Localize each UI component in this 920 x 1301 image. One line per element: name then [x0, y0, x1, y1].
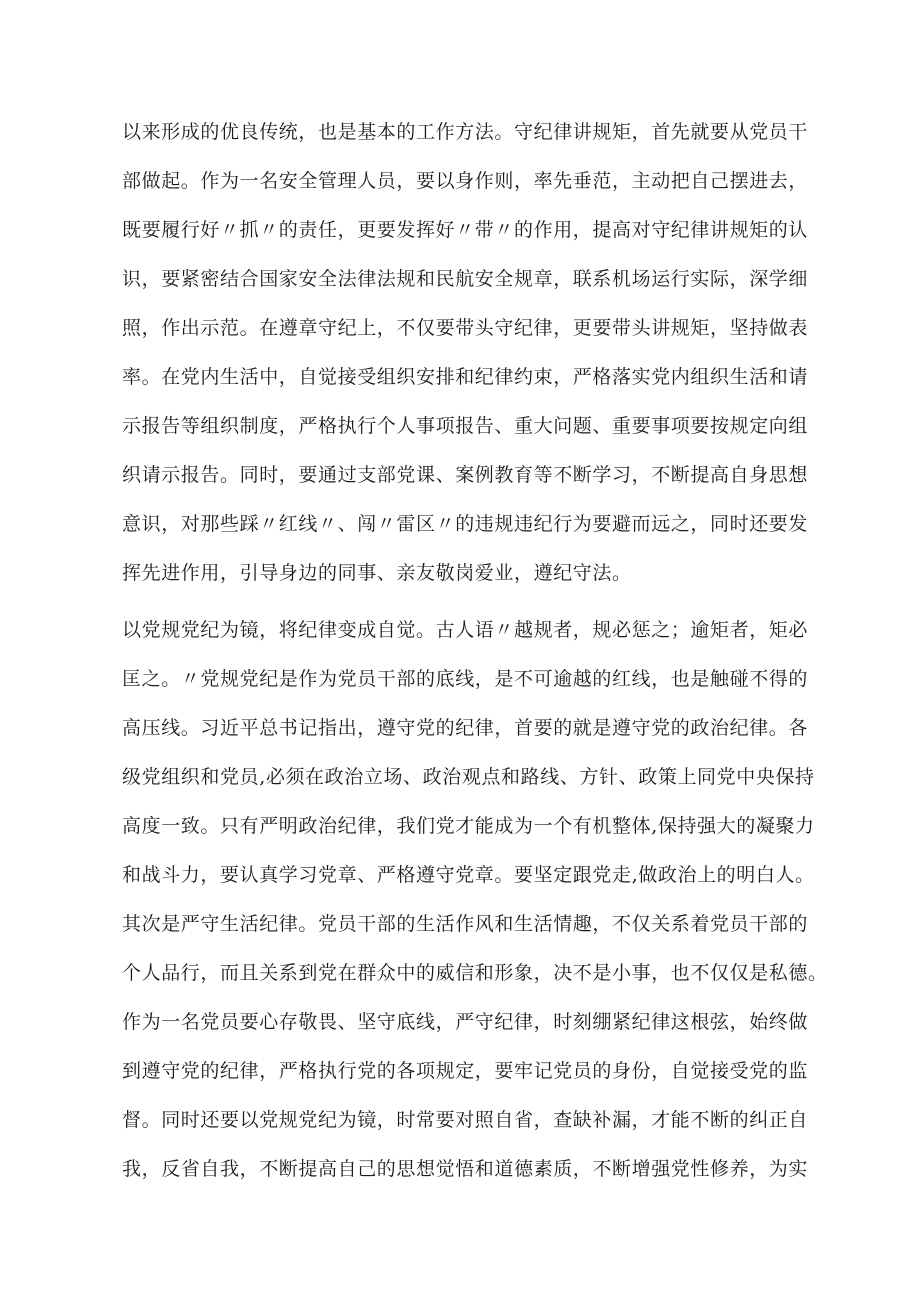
text-line: 督。同时还要以党规党纪为镜，时常要对照自省，查缺补漏，才能不断的纠正自 — [122, 1109, 809, 1131]
text-line: 意识，对那些踩〃红线〃、闯〃雷区〃的违规违纪行为要避而远之，同时还要发 — [122, 513, 809, 535]
text-line: 织请示报告。同时，要通过支部党课、案例教育等不断学习，不断提高自身思想 — [122, 464, 809, 486]
text-line: 以党规党纪为镜，将纪律变成自觉。古人语〃越规者，规必惩之；逾矩者，矩必 — [122, 619, 809, 641]
text-line: 我，反省自我，不断提高自己的思想觉悟和道德素质，不断增强党性修养，为实 — [122, 1158, 809, 1180]
text-line: 高度一致。只有严明政治纪律，我们党才能成为一个有机整体,保持强大的凝聚力 — [122, 815, 815, 837]
text-line: 个人品行，而且关系到党在群众中的威信和形象，决不是小事，也不仅仅是私德。 — [122, 962, 828, 984]
text-line: 识，要紧密结合国家安全法律法规和民航安全规章，联系机场运行实际，深学细 — [122, 268, 809, 290]
text-line: 作为一名党员要心存敬畏、坚守底线，严守纪律，时刻绷紧纪律这根弦，始终做 — [122, 1011, 809, 1033]
text-line: 示报告等组织制度，严格执行个人事项报告、重大问题、重要事项要按规定向组 — [122, 415, 809, 437]
text-line: 级党组织和党员,必须在政治立场、政治观点和路线、方针、政策上同党中央保持 — [122, 766, 815, 788]
text-line: 其次是严守生活纪律。党员干部的生活作风和生活情趣，不仅关系着党员干部的 — [122, 913, 809, 935]
text-line: 照，作出示范。在遵章守纪上，不仅要带头守纪律，更要带头讲规矩，坚持做表 — [122, 317, 809, 339]
text-line: 高压线。习近平总书记指出，遵守党的纪律，首要的就是遵守党的政治纪律。各 — [122, 717, 809, 739]
text-line: 到遵守党的纪律，严格执行党的各项规定，要牢记党员的身份，自觉接受党的监 — [122, 1060, 809, 1082]
text-line: 和战斗力，要认真学习党章、严格遵守党章。要坚定跟党走,做政治上的明白人。 — [122, 864, 815, 886]
text-line: 匡之。〃党规党纪是作为党员干部的底线，是不可逾越的红线，也是触碰不得的 — [122, 668, 809, 690]
text-line: 以来形成的优良传统，也是基本的工作方法。守纪律讲规矩，首先就要从党员干 — [122, 121, 809, 143]
text-line: 率。在党内生活中，自觉接受组织安排和纪律约束，严格落实党内组织生活和请 — [122, 366, 809, 388]
text-line: 挥先进作用，引导身边的同事、亲友敬岗爱业，遵纪守法。 — [122, 562, 632, 584]
text-line: 既要履行好〃抓〃的责任，更要发挥好〃带〃的作用，提高对守纪律讲规矩的认 — [122, 219, 809, 241]
text-line: 部做起。作为一名安全管理人员，要以身作则，率先垂范，主动把自己摆进去， — [122, 170, 809, 192]
